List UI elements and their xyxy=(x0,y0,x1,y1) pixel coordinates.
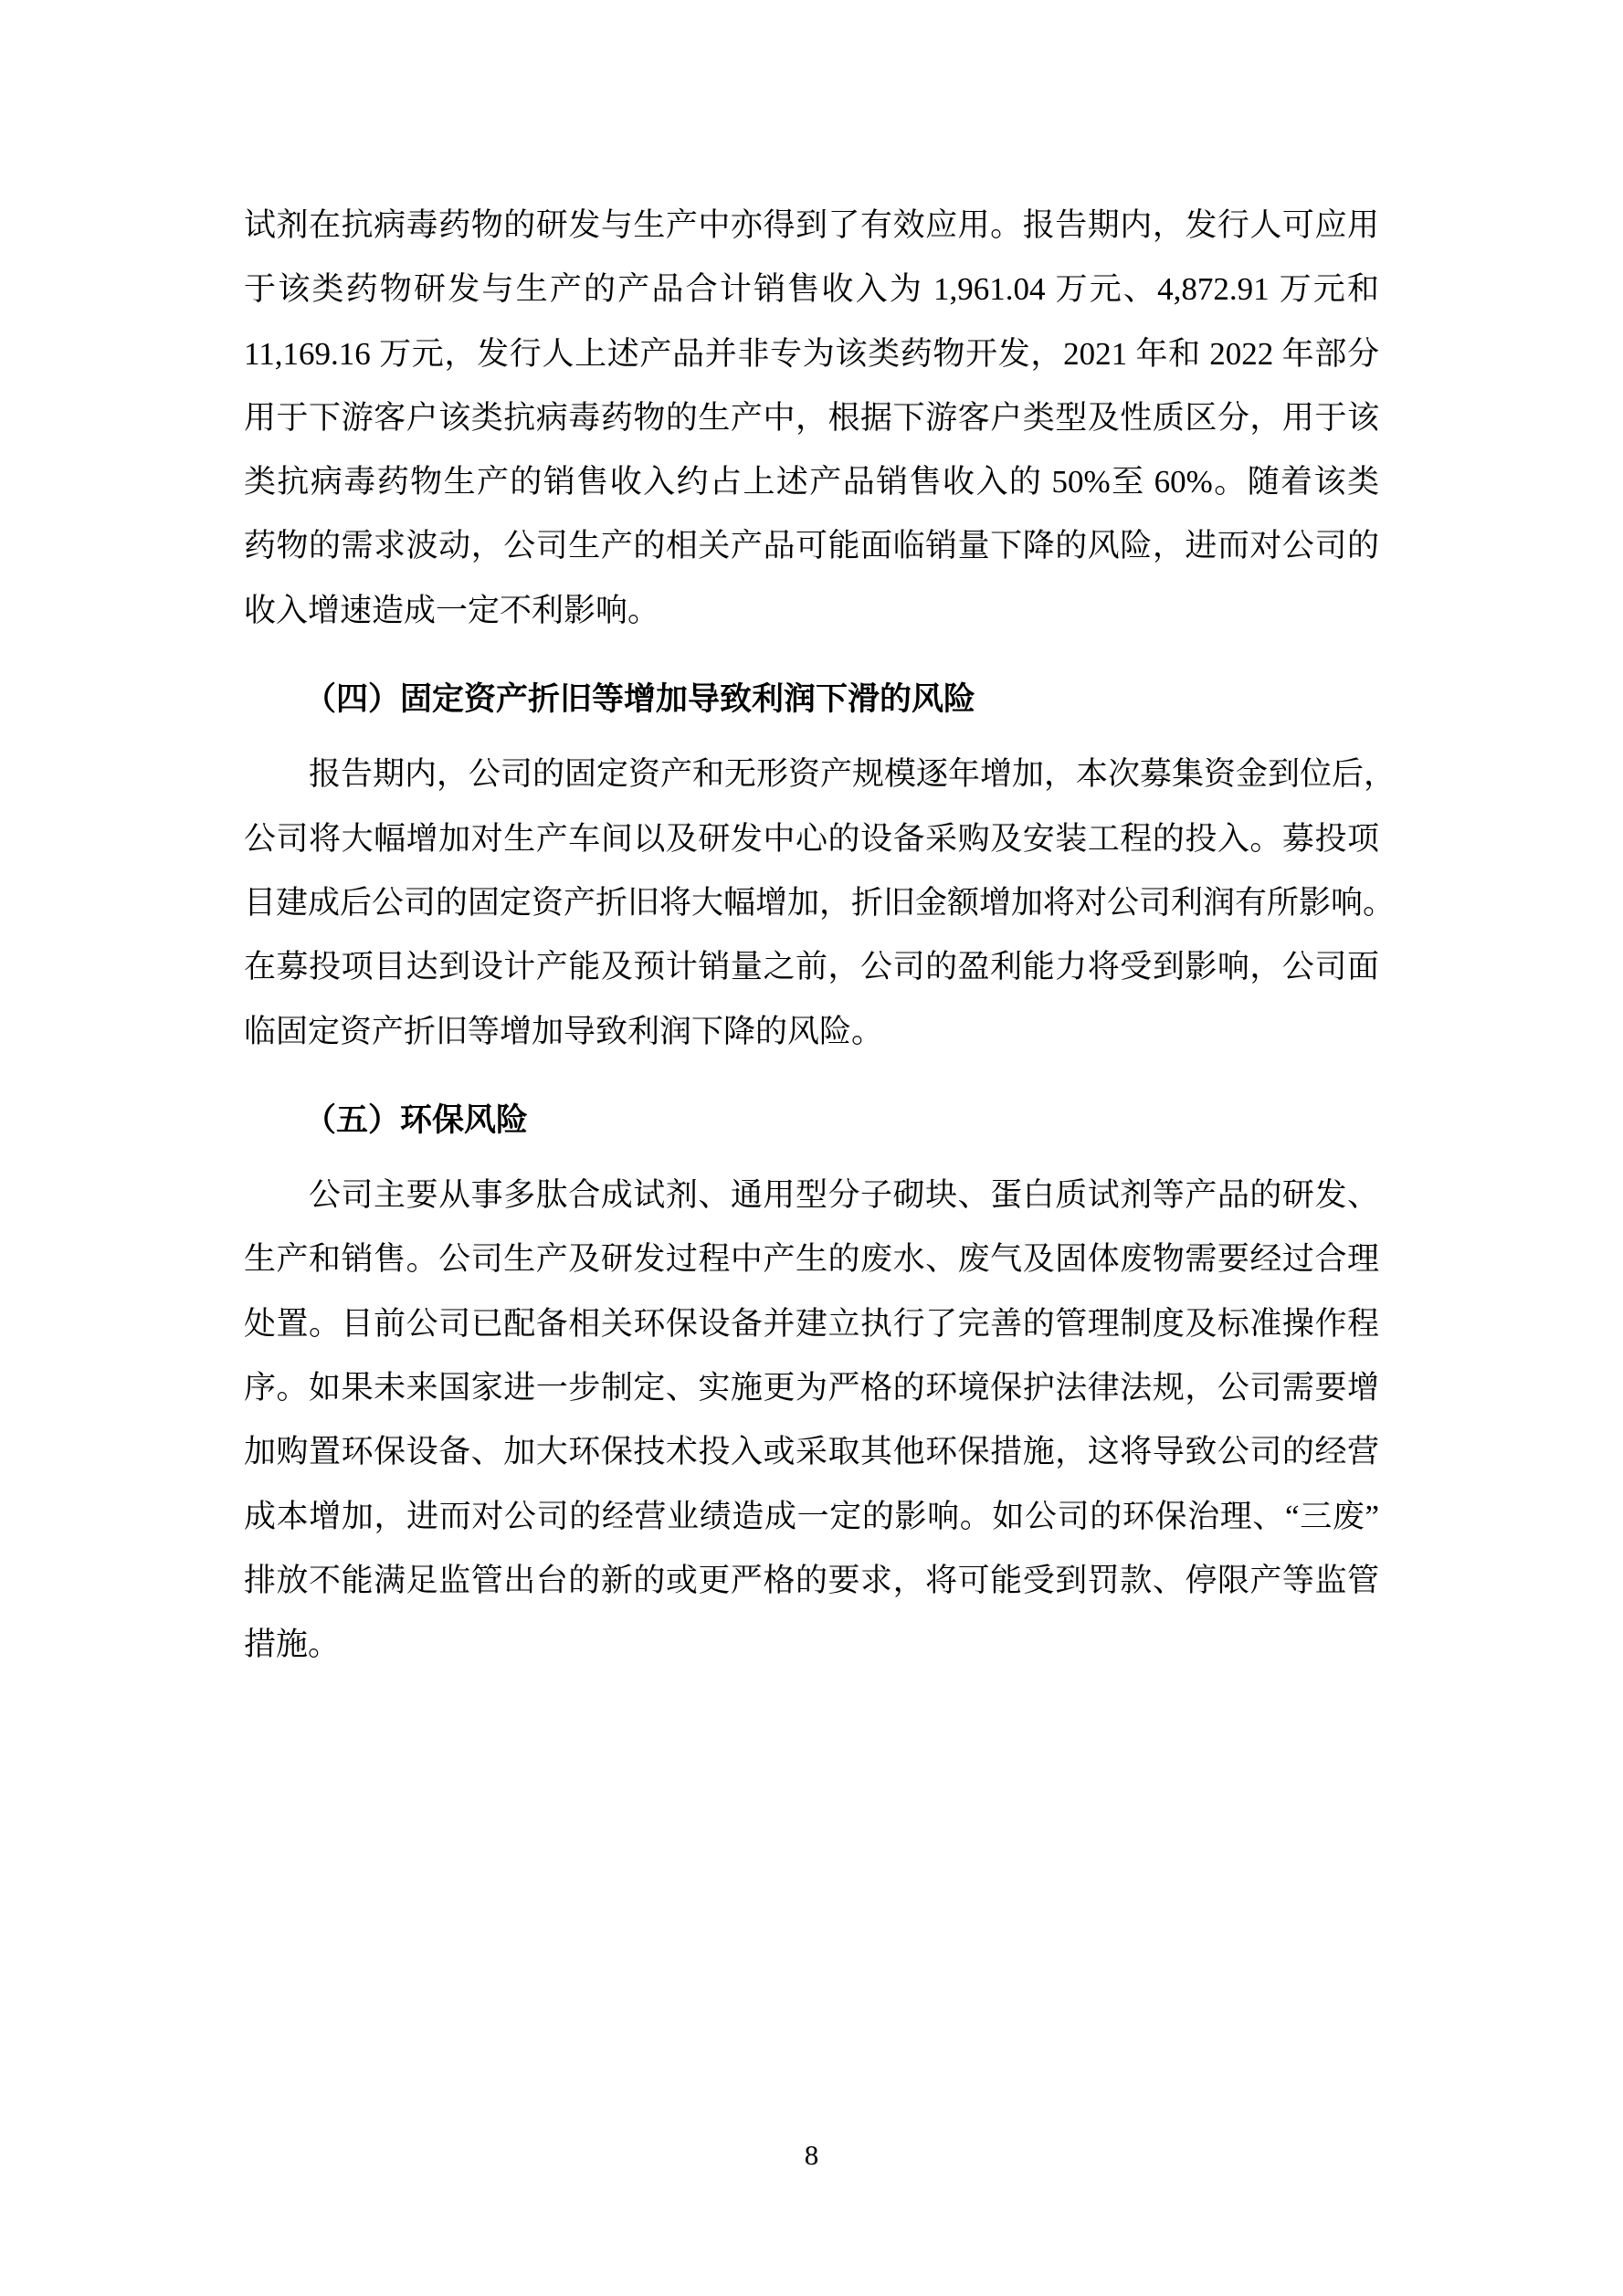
text-line: 公司将大幅增加对生产车间以及研发中心的设备采购及安装工程的投入。募投项 xyxy=(244,820,1379,857)
page-number: 8 xyxy=(804,2139,819,2171)
text-line: 用于下游客户该类抗病毒药物的生产中，根据下游客户类型及性质区分，用于该 xyxy=(244,399,1379,436)
text-line: 目建成后公司的固定资产折旧将大幅增加，折旧金额增加将对公司利润有所影响。 xyxy=(244,884,1396,921)
text-line: 在募投项目达到设计产能及预计销量之前，公司的盈利能力将受到影响，公司面 xyxy=(244,949,1379,985)
text-line: 11,169.16 万元，发行人上述产品并非专为该类药物开发，2021 年和 2022 年部分 xyxy=(244,335,1379,372)
text-line: 处置。目前公司已配备相关环保设备并建立执行了完善的管理制度及标准操作程 xyxy=(244,1305,1379,1342)
text-line: 排放不能满足监管出台的新的或更严格的要求，将可能受到罚款、停限产等监管 xyxy=(244,1562,1379,1598)
text-line: 序。如果未来国家进一步制定、实施更为严格的环境保护法律法规，公司需要增 xyxy=(244,1370,1379,1406)
paragraph xyxy=(244,194,1379,643)
text-line: 措施。 xyxy=(244,1627,341,1663)
paragraph xyxy=(244,1164,1379,1677)
document-content xyxy=(244,194,1396,1678)
text-line: 类抗病毒药物生产的销售收入约占上述产品销售收入的 50%至 60%。随着该类 xyxy=(244,464,1379,500)
text-line: 临固定资产折旧等增加导致利润下降的风险。 xyxy=(244,1013,884,1049)
text-line: 成本增加，进而对公司的经营业绩造成一定的影响。如公司的环保治理、“三废” xyxy=(244,1498,1379,1534)
text-line: 药物的需求波动，公司生产的相关产品可能面临销量下降的风险，进而对公司的 xyxy=(244,528,1379,564)
text-line: 生产和销售。公司生产及研发过程中产生的废水、废气及固体废物需要经过合理 xyxy=(244,1241,1379,1278)
text-line: 于该类药物研发与生产的产品合计销售收入为 1,961.04 万元、4,872.91 万元和 xyxy=(244,271,1379,308)
section-heading: （四）固定资产折旧等增加导致利润下滑的风险 xyxy=(304,681,976,718)
text-line: 试剂在抗病毒药物的研发与生产中亦得到了有效应用。报告期内，发行人可应用 xyxy=(244,207,1379,243)
section-heading: （五）环保风险 xyxy=(304,1101,529,1138)
paragraph xyxy=(244,743,1396,1063)
text-line: 加购置环保设备、加大环保技术投入或采取其他环保措施，这将导致公司的经营 xyxy=(244,1434,1379,1470)
text-line: 报告期内，公司的固定资产和无形资产规模逐年增加，本次募集资金到位后， xyxy=(309,756,1396,793)
text-line: 收入增速造成一定不利影响。 xyxy=(244,592,660,628)
text-line: 公司主要从事多肽合成试剂、通用型分子砌块、蛋白质试剂等产品的研发、 xyxy=(309,1177,1379,1214)
